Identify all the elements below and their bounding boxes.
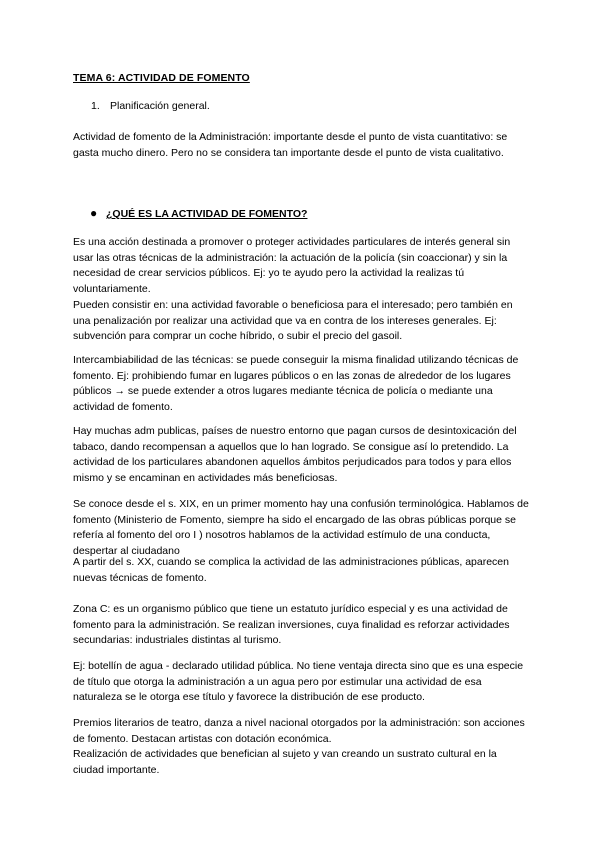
paragraph: Intercambiabilidad de las técnicas: se puede conseguir la misma finalidad utilizando técnicas de fomento. Ej: prohibiendo fumar en lugares públicos o en las zonas de alrededor de los lugares públicos → se puede extender a otros lugares mediante técnica de policía o mediante una actividad de fomento.	[73, 354, 519, 413]
bullet-icon: ●	[90, 206, 98, 220]
document-title: TEMA 6: ACTIVIDAD DE FOMENTO	[73, 72, 250, 84]
paragraph: Zona C: es un organismo público que tiene un estatuto jurídico especial y es una actividad de fomento para la administración. Se realizan inversiones, cuya finalidad es reforzar actividades secundarias: industriales distintas al turismo.	[73, 603, 510, 647]
paragraph: Hay muchas adm publicas, países de nuestro entorno que pagan cursos de desintoxicación del tabaco, dando recompensan a aquellos que lo han logrado. Se consigue así lo pretendido. La actividad de los particulares abandonen aquellos ámbitos perjudicados para todos y para ellos mismo y se encaminan en actividades más beneficiosas.	[73, 425, 517, 484]
paragraph: Premios literarios de teatro, danza a nivel nacional otorgados por la administración: son acciones de fomento. Destacan artistas con dotación económica.	[73, 717, 525, 745]
numbered-list-item	[91, 100, 210, 112]
section-heading	[90, 206, 307, 220]
paragraph: A partir del s. XX, cuando se complica la actividad de las administraciones públicas, aparecen nuevas técnicas de fomento.	[73, 556, 509, 584]
paragraph: Se conoce desde el s. XIX, en un primer momento hay una confusión terminológica. Hablamos de fomento (Ministerio de Fomento, siempre ha sido el encargado de las obras públicas porque se refería al fomento del oro I ) nosotros hablamos de la actividad estímulo de una conducta, despertar al ciudadano	[73, 498, 529, 557]
paragraph: Pueden consistir en: una actividad favorable o beneficiosa para el interesado; pero también en una penalización por realizar una actividad que va en contra de los intereses generales. Ej: subvención para comprar un coche híbrido, o subir el precio del gasoil.	[73, 299, 513, 343]
list-number: 1.	[91, 100, 100, 112]
section-heading-text: ¿QUÉ ES LA ACTIVIDAD DE FOMENTO?	[106, 208, 308, 220]
intro-paragraph: Actividad de fomento de la Administración: importante desde el punto de vista cuantitativo: se gasta mucho dinero. Pero no se considera tan importante desde el punto de vista cualitativo.	[73, 131, 508, 159]
paragraph: Realización de actividades que benefician al sujeto y van creando un sustrato cultural en la ciudad importante.	[73, 748, 497, 776]
paragraph: Ej: botellín de agua - declarado utilidad pública. No tiene ventaja directa sino que es una especie de título que otorga la administración a un agua pero por estimular una actividad de esa naturaleza se le otorga ese título y favorece la distribución de ese producto.	[73, 660, 524, 704]
paragraph: Es una acción destinada a promover o proteger actividades particulares de interés general sin usar las otras técnicas de la administración: la actuación de la policía (sin coaccionar) y sin la necesidad de crear servicios públicos. Ej: yo te ayudo pero la actividad la realizas tú voluntariamente.	[73, 236, 511, 295]
list-item-text: Planificación general.	[110, 100, 210, 112]
